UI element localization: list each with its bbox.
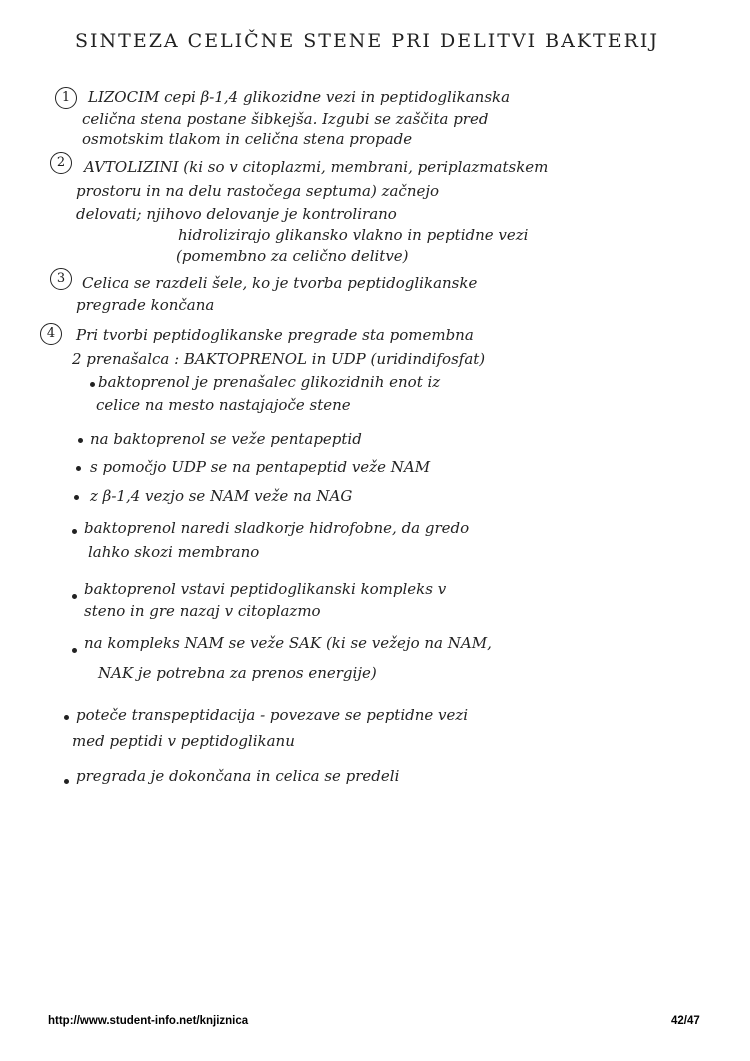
section-number-2: 2 [50, 152, 72, 174]
section-1-line-2: celična stena postane šibkejša. Izgubi se zaščita pred [82, 110, 489, 128]
bullet-8-line-1: poteče transpeptidacija - povezave se peptidne vezi [76, 706, 469, 724]
bullet-marker [90, 382, 95, 387]
bullet-6-line-2: steno in gre nazaj v citoplazmo [84, 602, 321, 620]
bullet-3-line-1: s pomočjo UDP se na pentapeptid veže NAM [90, 458, 431, 476]
section-4-line-2: 2 prenašalca : BAKTOPRENOL in UDP (uridindifosfat) [72, 350, 486, 368]
section-number-4: 4 [40, 323, 62, 345]
section-2-line-5: (pomembno za celično delitve) [176, 247, 409, 265]
bullet-1-line-2: celice na mesto nastajajoče stene [96, 396, 351, 414]
bullet-marker [72, 648, 77, 653]
bullet-5-line-2: lahko skozi membrano [88, 543, 260, 561]
footer-page-number: 42/47 [671, 1015, 700, 1027]
bullet-6-line-1: baktoprenol vstavi peptidoglikanski kompleks v [84, 580, 447, 598]
bullet-marker [76, 466, 81, 471]
bullet-7-line-2: NAK je potrebna za prenos energije) [98, 664, 377, 682]
section-1-line-3: osmotskim tlakom in celična stena propade [82, 130, 413, 148]
section-number-1: 1 [55, 87, 77, 109]
bullet-1-line-1: baktoprenol je prenašalec glikozidnih enot iz [98, 373, 441, 391]
section-3-line-2: pregrade končana [76, 296, 215, 314]
bullet-marker [74, 495, 79, 500]
footer-url: http://www.student-info.net/knjiznica [48, 1015, 249, 1027]
section-2-line-4: hidrolizirajo glikansko vlakno in peptidne vezi [178, 226, 529, 244]
bullet-marker [64, 779, 69, 784]
section-3-line-1: Celica se razdeli šele, ko je tvorba peptidoglikanske [82, 274, 478, 292]
section-2-line-2: prostoru in na delu rastočega septuma) začnejo [76, 182, 440, 200]
bullet-4-line-1: z β-1,4 vezjo se NAM veže na NAG [90, 487, 353, 505]
bullet-5-line-1: baktoprenol naredi sladkorje hidrofobne, da gredo [84, 519, 470, 537]
section-2-line-3: delovati; njihovo delovanje je kontrolirano [76, 205, 397, 223]
bullet-8-line-2: med peptidi v peptidoglikanu [72, 732, 295, 750]
page-title: SINTEZA CELIČNE STENE PRI DELITVI BAKTERIJ [75, 30, 659, 52]
bullet-2-line-1: na baktoprenol se veže pentapeptid [90, 430, 362, 448]
bullet-9-line-1: pregrada je dokončana in celica se predeli [76, 767, 400, 785]
bullet-marker [72, 529, 77, 534]
bullet-marker [72, 594, 77, 599]
bullet-7-line-1: na kompleks NAM se veže SAK (ki se vežejo na NAM, [84, 634, 492, 652]
section-number-3: 3 [50, 268, 72, 290]
section-1-line-1: LIZOCIM cepi β-1,4 glikozidne vezi in peptidoglikanska [88, 88, 511, 106]
section-4-line-1: Pri tvorbi peptidoglikanske pregrade sta pomembna [76, 326, 474, 344]
section-2-line-1: AVTOLIZINI (ki so v citoplazmi, membrani, periplazmatskem [84, 158, 549, 176]
bullet-marker [64, 715, 69, 720]
bullet-marker [78, 438, 83, 443]
